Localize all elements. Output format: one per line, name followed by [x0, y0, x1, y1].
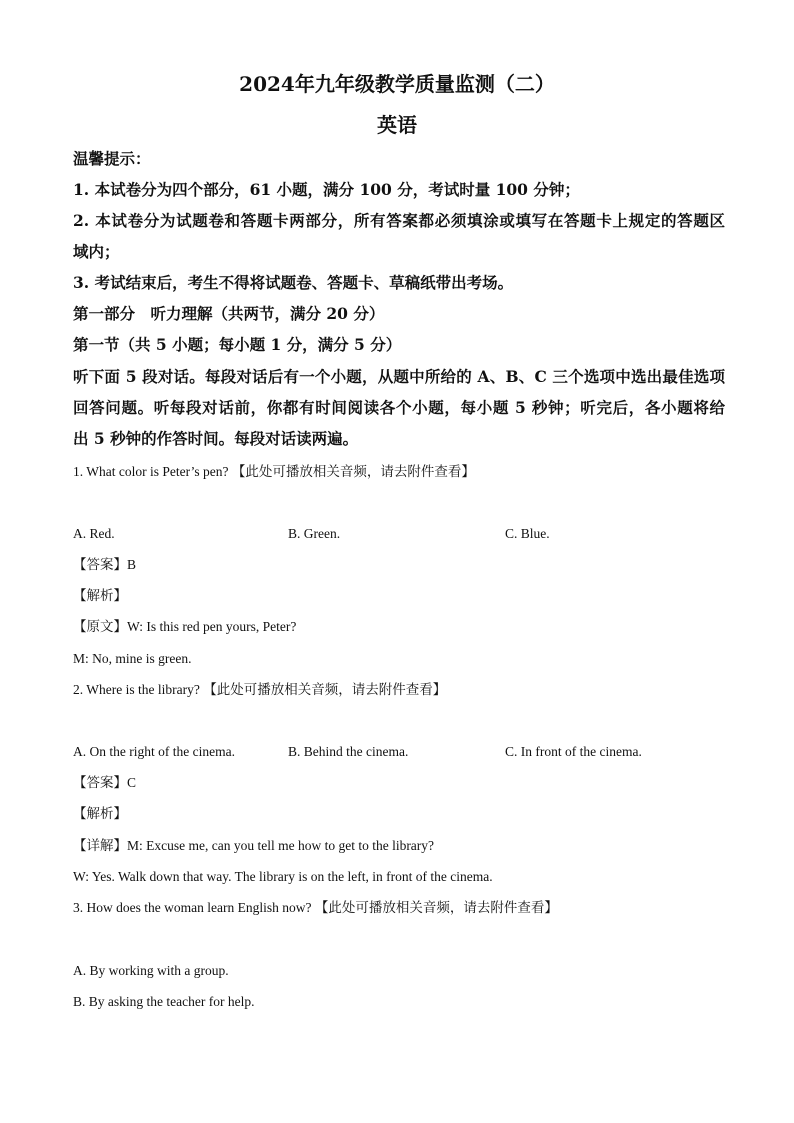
question-1-stem: 1. What color is Peter’s pen? 【此处可播放相关音频，请去附件查看】	[73, 464, 475, 479]
question-2-stem: 2. Where is the library? 【此处可播放相关音频，请去附件查看】	[73, 682, 447, 697]
notice-item-1: 1. 本试卷分为四个部分，61 小题，满分 100 分，考试时量 100 分钟；	[73, 180, 580, 199]
notice-heading: 温馨提示：	[73, 149, 151, 168]
question-1-analysis: 【解析】	[73, 588, 127, 603]
question-2-detail-1: 【详解】M: Excuse me, can you tell me how to get to the library?	[73, 838, 435, 853]
question-2-detail-2: W: Yes. Walk down that way. The library is on the left, in front of the cinema.	[73, 869, 493, 884]
question-1-option-a: A. Red.	[73, 526, 115, 541]
question-2-analysis: 【解析】	[73, 806, 127, 821]
part-1-heading: 第一部分 听力理解（共两节，满分 20 分）	[73, 304, 385, 323]
question-1-option-b: B. Green.	[288, 526, 341, 541]
question-2-option-a: A. On the right of the cinema.	[73, 744, 235, 759]
instructions-line-1: 听下面 5 段对话。每段对话后有一个小题，从题中所给的 A、B、C 三个选项中选出最佳选项	[73, 367, 725, 386]
subject-title: 英语	[377, 113, 417, 137]
section-1-heading: 第一节（共 5 小题；每小题 1 分，满分 5 分）	[73, 335, 402, 354]
instructions-line-3: 出 5 秒钟的作答时间。每段对话读两遍。	[73, 429, 359, 448]
notice-item-2-line-2: 域内；	[73, 242, 120, 261]
question-1-transcript-1: 【原文】W: Is this red pen yours, Peter?	[73, 619, 297, 634]
question-1-transcript-2: M: No, mine is green.	[73, 651, 192, 666]
question-2-option-c: C. In front of the cinema.	[505, 744, 642, 759]
question-2-option-b: B. Behind the cinema.	[288, 744, 409, 759]
question-1-answer: 【答案】B	[73, 557, 137, 572]
question-3-stem: 3. How does the woman learn English now? 【此处可播放相关音频，请去附件查看】	[73, 900, 558, 915]
question-3-option-b: B. By asking the teacher for help.	[73, 994, 255, 1009]
question-2-answer: 【答案】C	[73, 775, 137, 790]
question-1-option-c: C. Blue.	[505, 526, 550, 541]
notice-item-2-line-1: 2. 本试卷分为试题卷和答题卡两部分，所有答案都必须填涂或填写在答题卡上规定的答题区	[73, 211, 725, 230]
instructions-line-2: 回答问题。听每段对话前，你都有时间阅读各个小题，每小题 5 秒钟；听完后，各小题将给	[73, 398, 725, 417]
exam-title: 2024年九年级教学质量监测（二）	[239, 72, 555, 96]
question-3-option-a: A. By working with a group.	[73, 963, 229, 978]
notice-item-3: 3. 考试结束后，考生不得将试题卷、答题卡、草稿纸带出考场。	[73, 273, 514, 292]
